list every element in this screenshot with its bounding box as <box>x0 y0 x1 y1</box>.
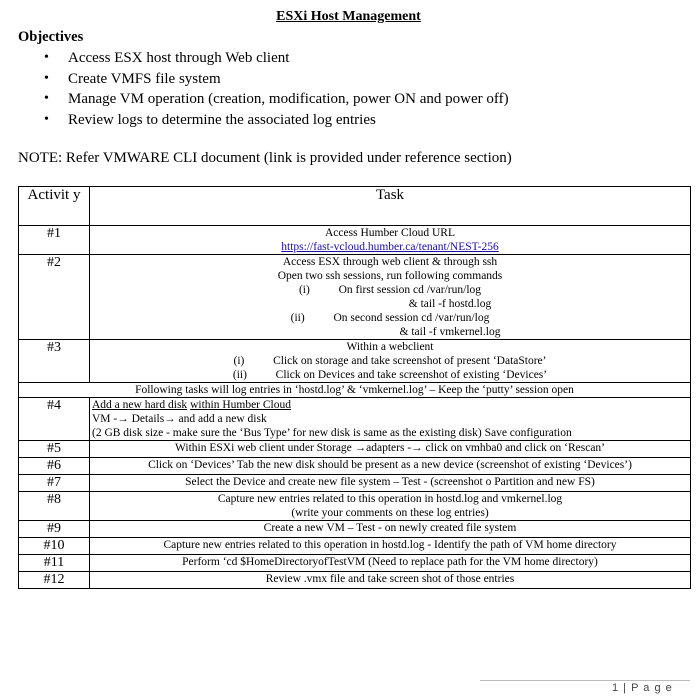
activity-number: #4 <box>19 398 90 441</box>
task-line: Create a new VM – Test - on newly created file system <box>263 522 517 534</box>
activity-number: #12 <box>19 572 90 589</box>
objective-item: • Review logs to determine the associated log entries <box>40 110 509 131</box>
task-line: Open two ssh sessions, run following commands <box>277 270 503 282</box>
footer-divider <box>480 680 690 681</box>
activity-number: #3 <box>19 340 90 383</box>
table-header-row <box>19 187 691 226</box>
objective-item: • Access ESX host through Web client <box>40 48 509 69</box>
col-header-task: Task <box>90 187 691 226</box>
table-row <box>19 538 691 555</box>
table-row <box>19 521 691 538</box>
table-row <box>19 383 691 398</box>
table-row <box>19 340 691 383</box>
activity-number: #8 <box>19 492 90 521</box>
col-header-activity: Activit y <box>19 187 90 226</box>
table-row <box>19 492 691 521</box>
task-cell <box>90 255 691 340</box>
activity-number: #9 <box>19 521 90 538</box>
note-text: NOTE: Refer VMWARE CLI document (link is provided under reference section) <box>18 150 512 166</box>
task-line: Within ESXi web client under Storage →adapters -→ click on vmhba0 and click on ‘Rescan’ <box>174 442 606 454</box>
task-line: (i) On first session cd /var/run/log <box>298 284 482 296</box>
activity-number: #2 <box>19 255 90 340</box>
task-table <box>18 186 691 589</box>
task-line: VM -→ Details→ and add a new disk <box>92 413 267 425</box>
table-row <box>19 226 691 255</box>
humber-cloud-link[interactable]: https://fast-vcloud.humber.ca/tenant/NEST-256 <box>281 241 499 253</box>
table-row <box>19 458 691 475</box>
task-line: Review .vmx file and take screen shot of those entries <box>265 573 515 585</box>
table-row <box>19 475 691 492</box>
table-row <box>19 441 691 458</box>
objective-item: • Manage VM operation (creation, modification, power ON and power off) <box>40 89 509 110</box>
task-line: Within a webclient <box>346 341 434 353</box>
task-cell <box>90 340 691 383</box>
document-title: ESXi Host Management <box>276 9 421 24</box>
task-cell <box>90 398 691 441</box>
table-row <box>19 398 691 441</box>
task-line: & tail -f hostd.log <box>408 298 492 310</box>
task-line: Perform ‘cd $HomeDirectoryofTestVM (Need to replace path for the VM home directory) <box>182 556 598 568</box>
task-cell <box>90 475 691 492</box>
activity-number: #11 <box>19 555 90 572</box>
task-cell <box>90 458 691 475</box>
log-notice-row: Following tasks will log entries in ‘hostd.log’ & ‘vmkernel.log’ – Keep the ‘putty’ session open <box>19 383 691 398</box>
task-line: (2 GB disk size - make sure the ‘Bus Type’ for new disk is same as the existing disk) Save configuration <box>92 427 572 439</box>
task-line: Capture new entries related to this operation in hostd.log and vmkernel.log <box>217 493 563 505</box>
task-line: Access ESX through web client & through ssh <box>282 256 498 268</box>
task-underlined-text: Add a new hard disk <box>92 399 188 411</box>
task-line: Click on ‘Devices’ Tab the new disk should be present as a new device (screenshot of existing ‘Devices’) <box>148 459 632 471</box>
task-line: (ii) Click on Devices and take screenshot of existing ‘Devices’ <box>232 369 548 381</box>
task-line: (i) Click on storage and take screenshot of present ‘DataStore’ <box>233 355 547 367</box>
objective-item: • Create VMFS file system <box>40 69 509 90</box>
table-row <box>19 555 691 572</box>
task-line <box>92 398 688 412</box>
activity-number: #6 <box>19 458 90 475</box>
activity-number: #1 <box>19 226 90 255</box>
table-row <box>19 255 691 340</box>
task-line: & tail -f vmkernel.log <box>399 326 501 338</box>
task-cell <box>90 441 691 458</box>
task-line: Select the Device and create new file system – Test - (screenshot o Partition and new FS) <box>185 476 595 488</box>
task-cell <box>90 521 691 538</box>
task-line: (ii) On second session cd /var/run/log <box>290 312 490 324</box>
task-cell <box>90 555 691 572</box>
task-cell <box>90 492 691 521</box>
objectives-heading: Objectives <box>18 29 84 45</box>
activity-number: #10 <box>19 538 90 555</box>
objectives-list <box>40 48 509 130</box>
task-underlined-text: within Humber Cloud <box>190 399 292 411</box>
task-line: Access Humber Cloud URL <box>325 227 455 239</box>
task-line: (write your comments on these log entries) <box>291 507 489 519</box>
activity-number: #7 <box>19 475 90 492</box>
activity-number: #5 <box>19 441 90 458</box>
task-line: Capture new entries related to this operation in hostd.log - Identify the path of VM home directory <box>163 539 617 551</box>
task-cell <box>90 538 691 555</box>
page-number: 1 | P a g e <box>612 682 673 694</box>
table-row <box>19 572 691 589</box>
task-cell <box>90 226 691 255</box>
task-cell <box>90 572 691 589</box>
